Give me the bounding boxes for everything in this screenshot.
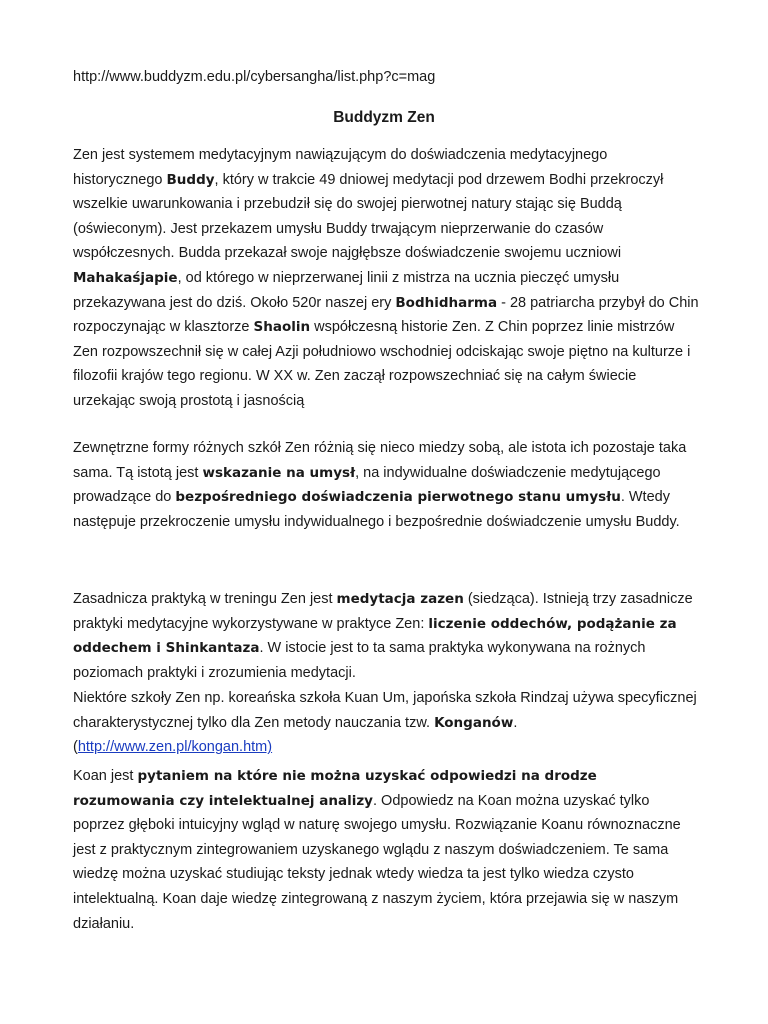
- term-koan-definition: pytaniem na które nie można uzyskać odpowiedzi na drodze rozumowania czy intelektualnej analizy: [73, 768, 597, 809]
- term-mind-pointing: wskazanie na umysł: [202, 464, 356, 481]
- term-bodhidharma: Bodhidharma: [395, 294, 498, 311]
- term-mahakasjapa: Mahakaśjapie: [73, 269, 178, 286]
- term-zazen: medytacja zazen: [336, 591, 464, 607]
- term-direct-experience: bezpośredniego doświadczenia pierwotnego stanu umysłu: [175, 489, 621, 506]
- paragraph-intro: Zen jest systemem medytacyjnym nawiązującym do doświadczenia medytacyjnego historycznego Buddy, który w trakcie 49 dniowej medytacji pod drzewem Bodhi przekroczył wszelkie uwarunkowania i przebudził się do swojej pierwotnej natury stając się Buddą (oświeconym). Jest przekazem umysłu Buddy trwającym nieprzerwanie do czasów współczesnych. Budda przekazał swoje najgłębsze doświadczenie swojemu uczniowi Mahakaśjapie, od którego w nieprzerwanej linii z mistrza na ucznia pieczęć umysłu przekazywana jest do dziś. Około 520r naszej ery Bodhidharma - 28 patriarcha przybył do Chin rozpoczynając w klasztorze Shaolin współczesną historie Zen. Z Chin poprzez linie mistrzów Zen rozpowszechnił się w całej Azji południowo wschodniej odciskając swoje piętno na kulturze i filozofii krajów tego regionu. W XX w. Zen zaczął rozpowszechniać się na całym świecie urzekając swoją prostotą i jasnością: [73, 147, 699, 409]
- term-practices: liczenie oddechów, podążanie za oddechem i Shinkantaza: [73, 615, 677, 657]
- source-url: http://www.buddyzm.edu.pl/cybersangha/list.php?c=mag: [73, 69, 436, 85]
- document-title: Buddyzm Zen: [333, 109, 435, 126]
- paragraph-practice: Zasadnicza praktyką w treningu Zen jest medytacja zazen (siedząca). Istnieją trzy zasadnicze praktyki medytacyjne wykorzystywane w praktyce Zen: liczenie oddechów, podążanie za oddechem i Shinkantaza. W istocie jest to ta sama praktyka wykonywana na rożnych poziomach praktyki i zrozumienia medytacji.: [73, 591, 693, 681]
- paragraph-koan: Koan jest pytaniem na które nie można uzyskać odpowiedzi na drodze rozumowania czy intelektualnej analizy. Odpowiedz na Koan można uzyskać tylko poprzez głęboki intuicyjny wgląd w naturę swojego umysłu. Rozwiązanie Koanu równoznaczne jest z praktycznym zintegrowaniem uzyskanego wglądu z naszym doświadczeniem. Te sama wiedzę można uzyskać studiując teksty jednak wtedy wiedza ta jest tylko wiedza czysto intelektualną. Koan daje wiedzę zintegrowaną z naszym życiem, która przejawia się w naszym działaniu.: [73, 768, 681, 932]
- paragraph-forms: Zewnętrzne formy różnych szkół Zen różnią się nieco miedzy sobą, ale istota ich pozostaje taka sama. Tą istotą jest wskazanie na umysł, na indywidualne doświadczenie medytującego prowadzące do bezpośredniego doświadczenia pierwotnego stanu umysłu. Wtedy następuje przekroczenie umysłu indywidualnego i bezpośrednie doświadczenie umysłu Buddy.: [73, 440, 687, 530]
- term-shaolin: Shaolin: [253, 319, 311, 336]
- term-buddy: Buddy: [166, 171, 215, 188]
- kongan-link[interactable]: http://www.zen.pl/kongan.htm): [77, 739, 273, 756]
- paragraph-kongan: Niektóre szkoły Zen np. koreańska szkoła Kuan Um, japońska szkoła Rindzaj używa specyficznej charakterystycznej tylko dla Zen metody nauczania tzw. Konganów. (http://www.zen.pl/kongan.htm): [73, 690, 697, 756]
- term-kongan: Konganów: [434, 714, 514, 731]
